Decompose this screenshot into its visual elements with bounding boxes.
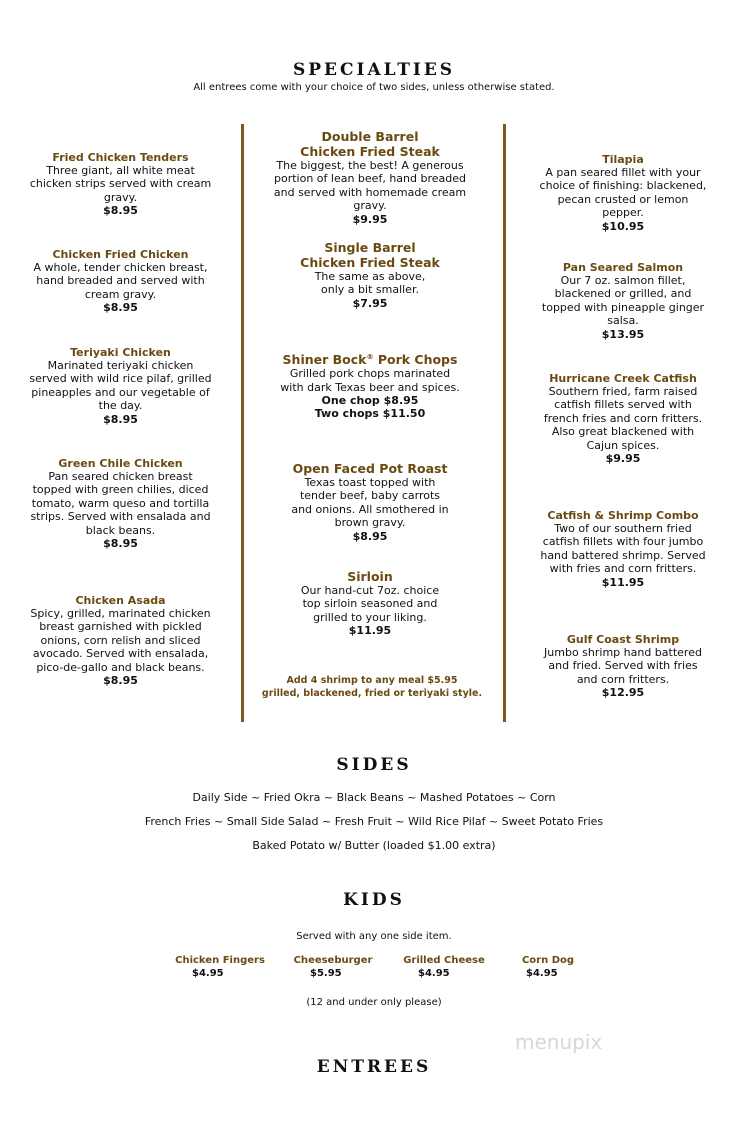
item-name-tail: Pork Chops (373, 352, 458, 368)
kids-item-price: $4.95 (192, 968, 224, 979)
column-divider-left (241, 124, 244, 722)
item-desc: Pan seared chicken breast topped with green chilies, diced tomato, warm queso and tortilla strips. Served with ensalada and black beans. (30, 470, 211, 537)
item-desc: Our hand-cut 7oz. choice top sirloin seasoned and grilled to your liking. (300, 584, 440, 624)
kids-item (508, 954, 588, 980)
kids-item (170, 954, 270, 980)
kids-item-price: $4.95 (418, 968, 450, 979)
item-name-line2: Chicken Fried Steak (300, 144, 440, 159)
menu-item (28, 248, 213, 314)
item-price: One chop $8.95 (321, 393, 419, 407)
specialties-subtitle: All entrees come with your choice of two sides, unless otherwise stated. (193, 82, 555, 93)
item-name-line2: Chicken Fried Steak (300, 255, 440, 270)
menu-item (538, 261, 708, 341)
sides-row-3: Baked Potato w/ Butter (loaded $1.00 extra) (252, 839, 496, 852)
menu-item (538, 153, 708, 233)
item-name: Double Barrel (321, 129, 419, 144)
menu-item (270, 129, 470, 226)
menu-item (270, 350, 470, 420)
sides-row-2: French Fries ~ Small Side Salad ~ Fresh Fruit ~ Wild Rice Pilaf ~ Sweet Potato Fries (144, 815, 604, 828)
item-price-2: Two chops $11.50 (314, 406, 426, 420)
item-price: $11.95 (601, 575, 645, 589)
item-name: Pan Seared Salmon (562, 261, 684, 274)
item-desc: Our 7 oz. salmon fillet, blackened or grilled, and topped with pineapple ginger salsa. (541, 274, 705, 328)
menu-item (270, 240, 470, 310)
kids-subtitle: Served with any one side item. (296, 931, 452, 942)
item-name: Single Barrel (324, 240, 416, 255)
item-desc: Marinated teriyaki chicken served with wild rice pilaf, grilled pineapples and our vegetable of the day. (29, 359, 212, 413)
item-price: $8.95 (103, 412, 138, 426)
item-desc: Texas toast topped with tender beef, baby carrots and onions. All smothered in brown gravy. (291, 476, 449, 530)
kids-item-price: $4.95 (526, 968, 558, 979)
item-name: Hurricane Creek Catfish (549, 372, 697, 385)
kids-heading: KIDS (343, 890, 405, 910)
menu-item (270, 461, 470, 543)
item-price: $10.95 (601, 219, 645, 233)
sides-heading: SIDES (336, 755, 412, 775)
item-desc: The same as above, only a bit smaller. (314, 270, 426, 297)
item-price: $8.95 (103, 674, 138, 688)
menu-item (28, 346, 213, 426)
addon-line-1: Add 4 shrimp to any meal $5.95 (286, 675, 458, 686)
item-desc: Southern fried, farm raised catfish fillets served with french fries and corn fritters. Also great blackened with Cajun spices. (543, 385, 703, 452)
shrimp-addon-note (250, 674, 494, 700)
item-name: Chicken Asada (75, 594, 166, 607)
item-name: Teriyaki Chicken (70, 346, 171, 359)
item-name: Open Faced Pot Roast (292, 461, 448, 476)
sides-row-1: Daily Side ~ Fried Okra ~ Black Beans ~ Mashed Potatoes ~ Corn (192, 791, 556, 804)
item-name: Chicken Fried Chicken (52, 248, 189, 261)
kids-item-name: Cheeseburger (293, 955, 373, 966)
item-price: $7.95 (352, 296, 388, 310)
item-name-main: Shiner Bock (282, 352, 367, 368)
right-column (538, 0, 708, 720)
kids-item-name: Corn Dog (521, 955, 575, 966)
middle-column (270, 0, 470, 720)
kids-item-price: $5.95 (310, 968, 342, 979)
item-price: $9.95 (352, 212, 388, 226)
menu-item (28, 457, 213, 550)
column-divider-right (503, 124, 506, 722)
kids-item (283, 954, 383, 980)
kids-item-name: Chicken Fingers (175, 955, 265, 966)
item-price: $13.95 (601, 327, 645, 341)
menu-item (538, 509, 708, 589)
menu-item (28, 151, 213, 217)
menu-item (538, 633, 708, 699)
item-price: $11.95 (348, 624, 392, 638)
kids-note: (12 and under only please) (306, 997, 442, 1008)
item-desc: A pan seared fillet with your choice of finishing: blackened, pecan crusted or lemon pepper. (539, 166, 707, 220)
specialties-heading: SPECIALTIES (292, 60, 456, 80)
menu-item (28, 594, 213, 687)
item-price: $12.95 (601, 686, 645, 700)
kids-item (394, 954, 494, 980)
item-name: Gulf Coast Shrimp (566, 633, 680, 646)
item-name: Sirloin (347, 569, 393, 584)
entrees-heading: ENTREES (316, 1057, 432, 1077)
menu-item (270, 569, 470, 637)
item-desc: Three giant, all white meat chicken strips served with cream gravy. (29, 164, 212, 204)
item-desc: Jumbo shrimp hand battered and fried. Served with fries and corn fritters. (544, 646, 702, 686)
addon-line-2: grilled, blackened, fried or teriyaki style. (261, 688, 483, 699)
item-desc: Spicy, grilled, marinated chicken breast garnished with pickled onions, corn relish and sliced avocado. Served with ensalada, pico-de-gallo and black beans. (30, 607, 211, 674)
left-column (28, 0, 213, 720)
item-name: Green Chile Chicken (58, 457, 183, 470)
item-desc: Two of our southern fried catfish fillets with four jumbo hand battered shrimp. Served with fries and corn fritters. (540, 522, 706, 576)
item-name: Tilapia (602, 153, 644, 166)
kids-item-name: Grilled Cheese (403, 955, 485, 966)
item-price: $9.95 (605, 452, 641, 466)
item-name: Catfish & Shrimp Combo (547, 509, 699, 522)
item-price: $8.95 (103, 204, 138, 218)
item-desc: The biggest, the best! A generous portion of lean beef, hand breaded and served with homemade cream gravy. (273, 159, 467, 213)
item-desc: Grilled pork chops marinated with dark Texas beer and spices. (280, 367, 460, 394)
menupix-watermark: menupix (515, 1030, 603, 1054)
item-desc: A whole, tender chicken breast, hand breaded and served with cream gravy. (33, 261, 208, 301)
item-name: Fried Chicken Tenders (52, 151, 189, 164)
item-price: $8.95 (103, 537, 138, 551)
item-name (270, 350, 470, 367)
registered-mark: ® (366, 353, 374, 361)
item-price: $8.95 (103, 301, 138, 315)
menu-item (538, 372, 708, 465)
item-price: $8.95 (352, 529, 388, 543)
